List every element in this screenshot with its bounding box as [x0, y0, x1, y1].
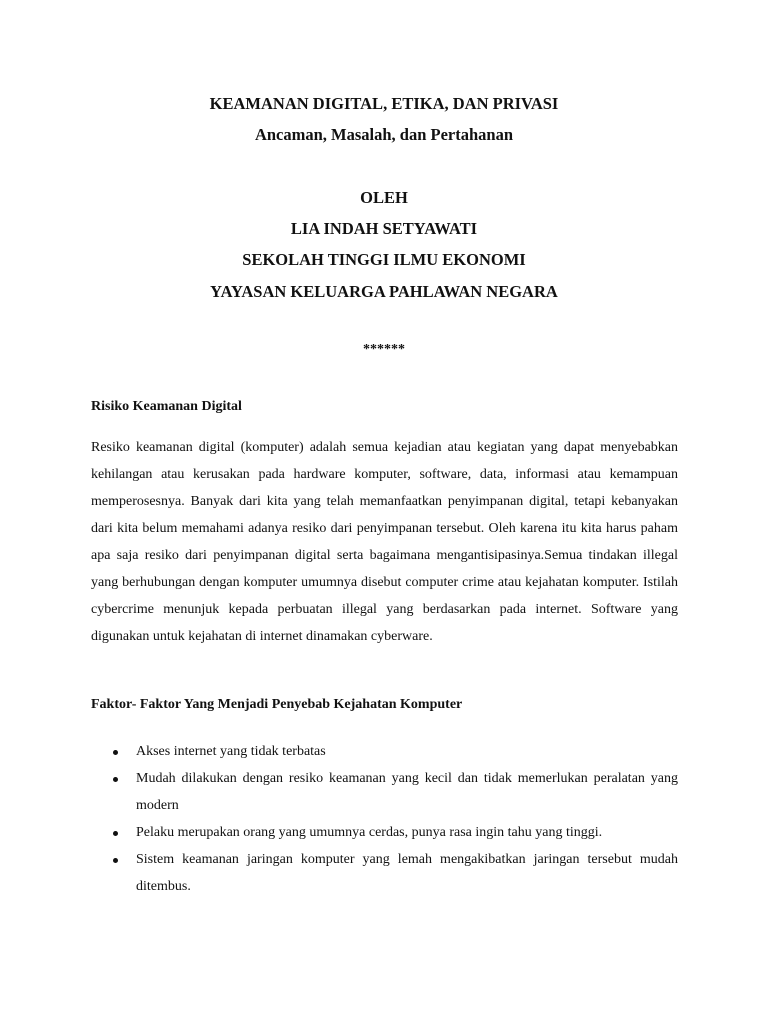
document-title: KEAMANAN DIGITAL, ETIKA, DAN PRIVASI — [209, 94, 559, 113]
list-item-text: Pelaku merupakan orang yang umumnya cerdas, punya rasa ingin tahu yang tinggi. — [136, 825, 603, 840]
author-name: LIA INDAH SETYAWATI — [290, 219, 478, 238]
bullet-icon — [113, 858, 118, 863]
list-item — [91, 819, 678, 846]
list-item-text: Sistem keamanan jaringan komputer yang lemah mengakibatkan jaringan tersebut mudah ditembus. — [136, 852, 678, 894]
section-separator: ****** — [363, 342, 405, 357]
author-foundation: YAYASAN KELUARGA PAHLAWAN NEGARA — [210, 282, 558, 301]
section-heading-faktor: Faktor- Faktor Yang Menjadi Penyebab Kejahatan Komputer — [91, 697, 463, 712]
bullet-icon — [113, 777, 118, 782]
document-subtitle: Ancaman, Masalah, dan Pertahanan — [254, 125, 514, 144]
faktor-bullet-list — [91, 738, 678, 900]
list-item-text: Akses internet yang tidak terbatas — [136, 744, 326, 759]
section-paragraph-risiko: Resiko keamanan digital (komputer) adalah semua kejadian atau kegiatan yang dapat menyebabkan kehilangan atau kerusakan pada hardware komputer, software, data, informasi atau kemampuan memperosesnya. Banyak dari kita yang telah memanfaatkan penyimpanan digital, tetapi kebanyakan dari kita belum memahami adanya resiko dari penyimpanan tersebut. Oleh karena itu kita harus paham apa saja resiko dari penyimpanan digital serta bagaimana mengantisipasinya.Semua tindakan illegal yang berhubungan dengan komputer umumnya disebut computer crime atau kejahatan komputer. Istilah cybercrime menunjuk kepada perbuatan illegal yang berdasarkan pada internet. Software yang digunakan untuk kejahatan di internet dinamakan cyberware. — [91, 440, 678, 644]
author-institution: SEKOLAH TINGGI ILMU EKONOMI — [242, 250, 526, 269]
bullet-icon — [113, 750, 118, 755]
author-by-label: OLEH — [360, 188, 408, 207]
list-item — [91, 846, 678, 900]
section-heading-risiko: Risiko Keamanan Digital — [91, 399, 242, 414]
list-item — [91, 738, 678, 765]
list-item — [91, 765, 678, 819]
bullet-icon — [113, 831, 118, 836]
list-item-text: Mudah dilakukan dengan resiko keamanan yang kecil dan tidak memerlukan peralatan yang modern — [136, 771, 678, 813]
